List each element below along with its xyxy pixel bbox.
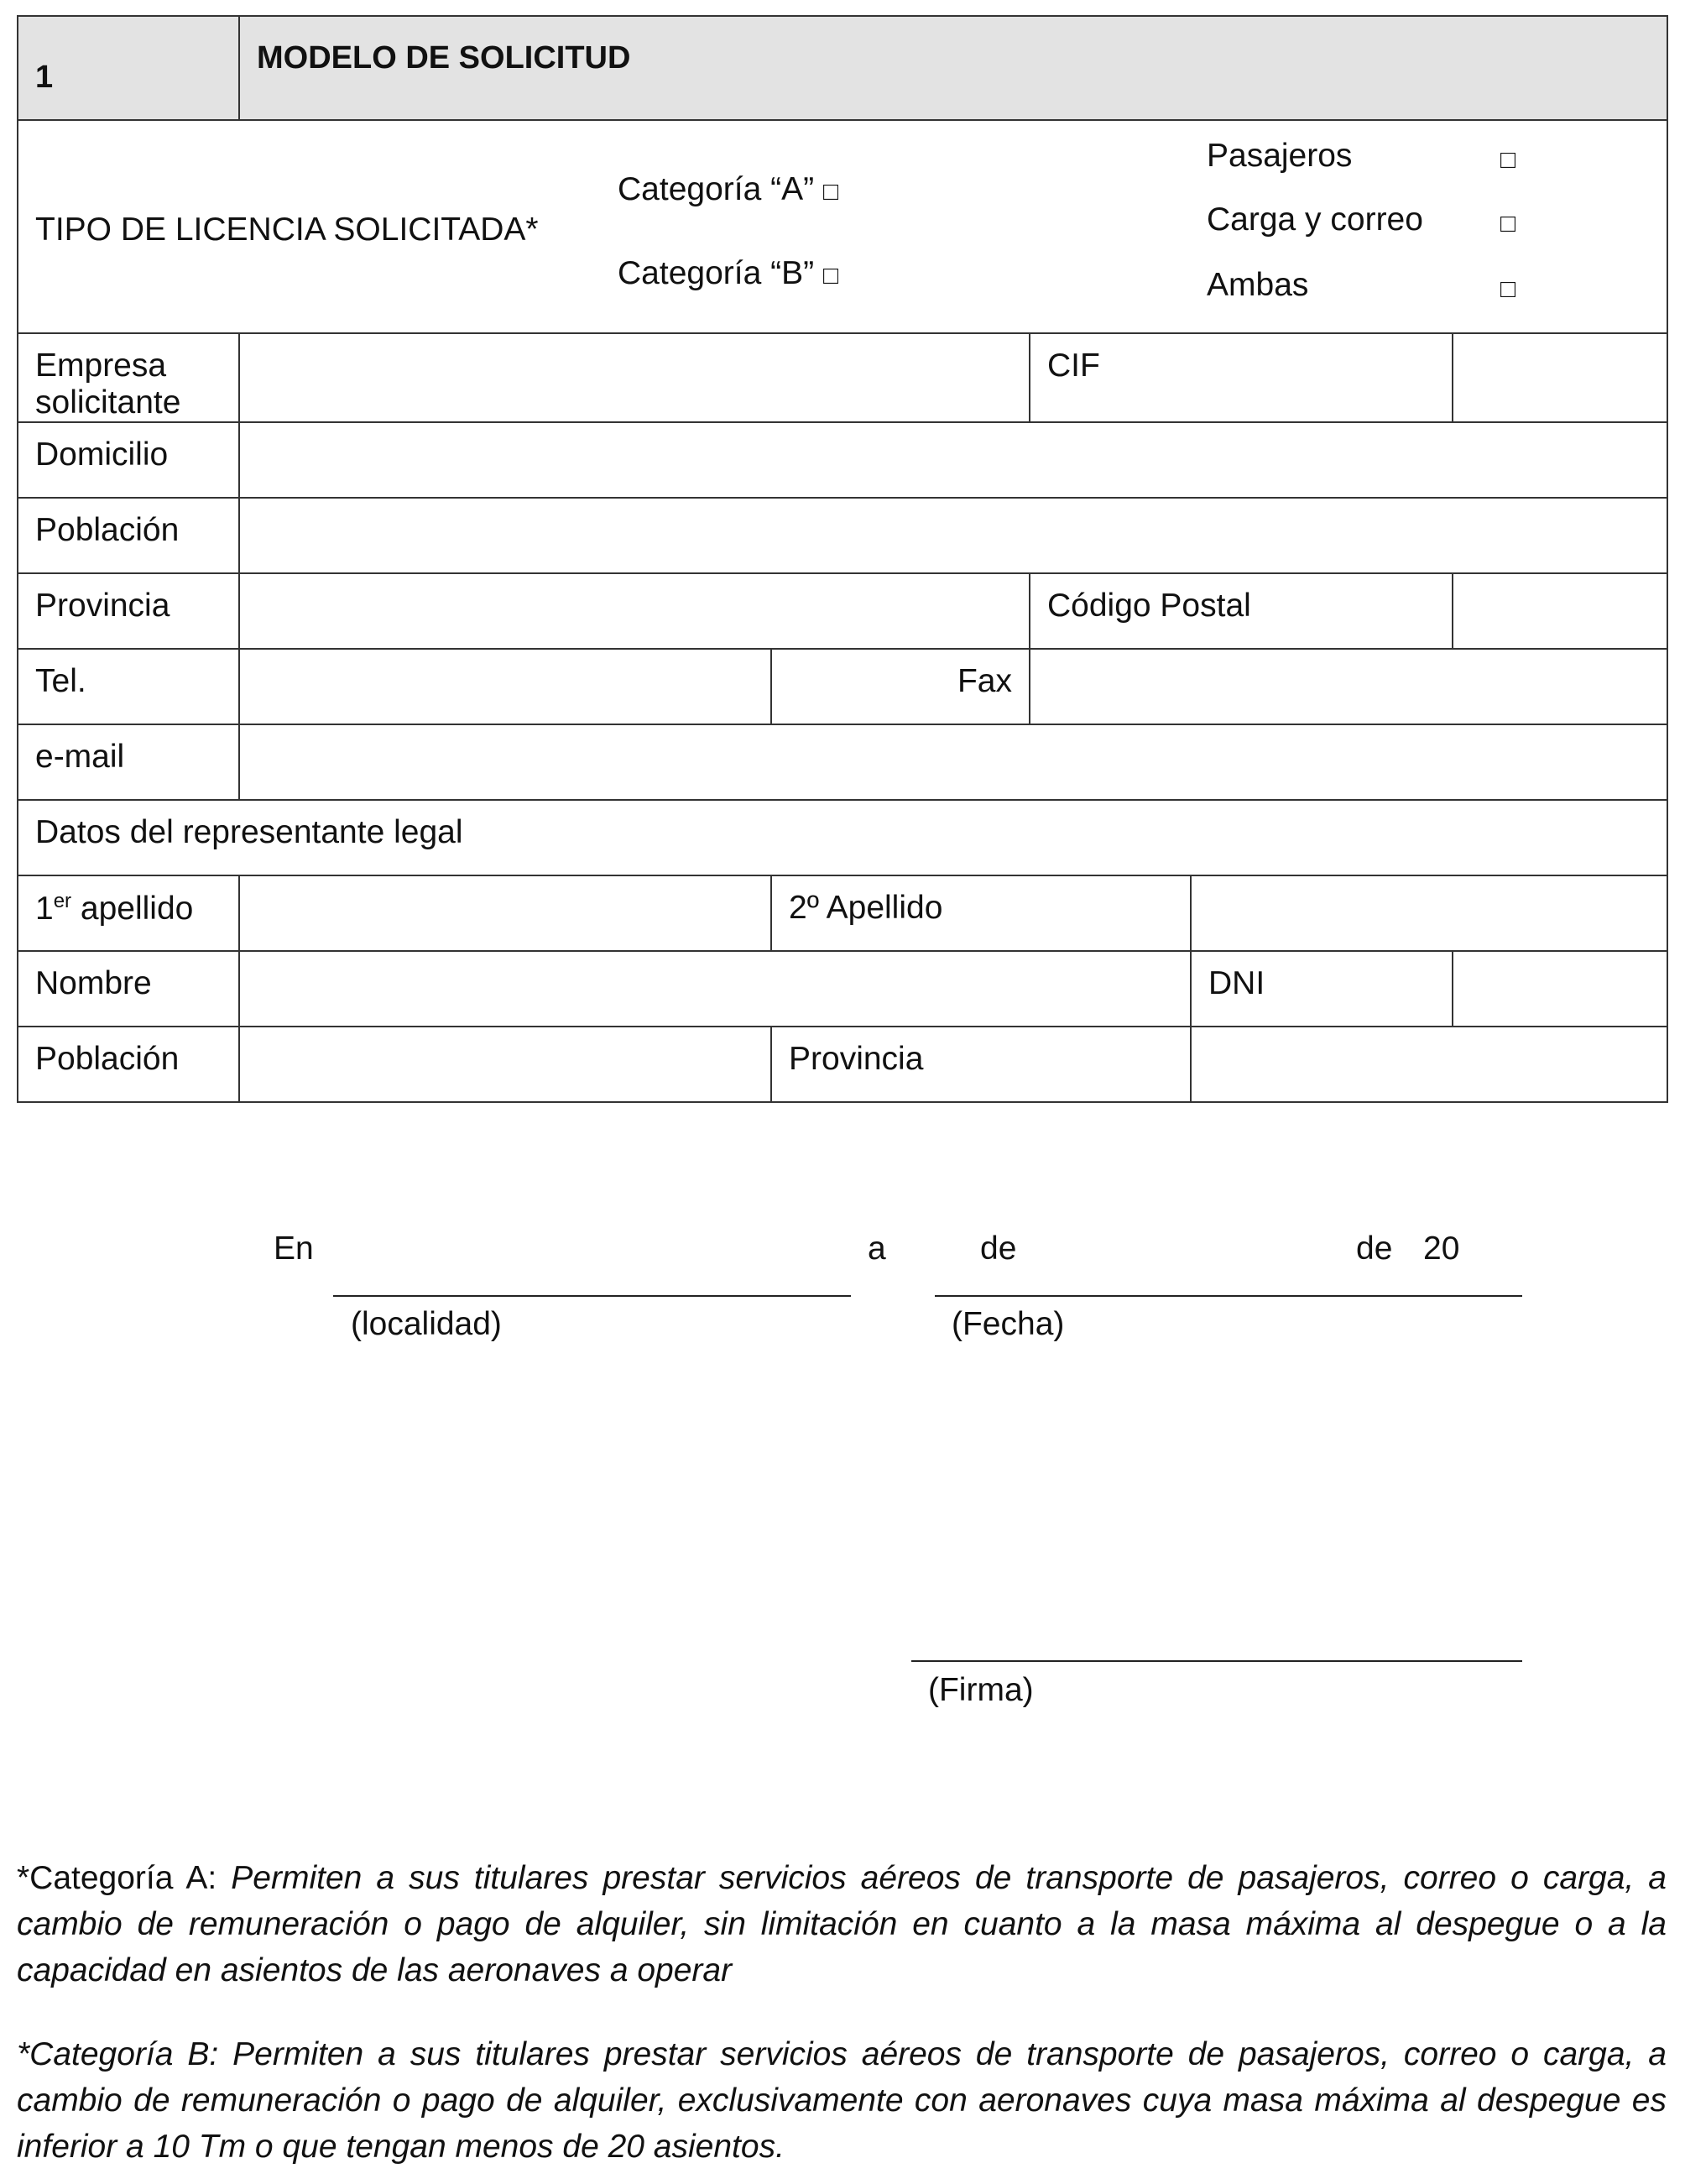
poblacion2-label: Población	[18, 1027, 239, 1102]
codigo-postal-field[interactable]	[1453, 573, 1667, 649]
fax-label: Fax	[771, 649, 1030, 724]
footnote-b-text: *Categoría B: Permiten a sus titulares prestar servicios aéreos de transporte de pasajeros, correo o carga, a cambio de remuneración o pago de alquiler, exclusivamente con aeronaves cuya masa máxima al despegue es inferior a 10 Tm o que tengan menos de 20 asientos.	[17, 2036, 1667, 2165]
footnote-category-a	[17, 1855, 1667, 1993]
firma-line[interactable]	[911, 1660, 1522, 1662]
fecha-caption: (Fecha)	[952, 1306, 1065, 1342]
empresa-field[interactable]	[239, 333, 1030, 422]
option-ambas-checkbox[interactable]: □	[1500, 275, 1516, 303]
dni-field[interactable]	[1453, 951, 1667, 1027]
domicilio-field[interactable]	[239, 422, 1667, 498]
provincia-field[interactable]	[239, 573, 1030, 649]
apellido2-field[interactable]	[1191, 875, 1667, 951]
en-label: En	[274, 1230, 314, 1267]
row-provincia	[18, 573, 1667, 649]
row-apellidos	[18, 875, 1667, 951]
option-pasajeros-label: Pasajeros	[1207, 138, 1353, 174]
firma-caption: (Firma)	[928, 1672, 1034, 1708]
de-label-1: de	[980, 1230, 1017, 1267]
fax-field[interactable]	[1030, 649, 1667, 724]
year-prefix: 20	[1423, 1230, 1460, 1267]
license-type-row	[18, 120, 1667, 333]
category-a-checkbox[interactable]: □	[822, 178, 839, 206]
option-carga-checkbox[interactable]: □	[1500, 210, 1516, 238]
footnote-a-label: *Categoría A:	[17, 1860, 217, 1896]
option-pasajeros-checkbox[interactable]: □	[1500, 146, 1516, 174]
localidad-caption: (localidad)	[351, 1306, 502, 1342]
cif-label: CIF	[1030, 333, 1453, 422]
poblacion-label: Población	[18, 498, 239, 573]
row-domicilio	[18, 422, 1667, 498]
dni-label: DNI	[1191, 951, 1453, 1027]
row-nombre	[18, 951, 1667, 1027]
footnote-a-text: Permiten a sus titulares prestar servicios aéreos de transporte de pasajeros, correo o carga, a cambio de remuneración o pago de alquiler, sin limitación en cuanto a la masa máxima al despegue o a la capacidad en asientos de las aeronaves a operar	[17, 1860, 1667, 1988]
row-poblacion	[18, 498, 1667, 573]
header-row	[18, 16, 1667, 120]
option-carga-label: Carga y correo	[1207, 201, 1423, 238]
application-form	[17, 15, 1667, 1103]
poblacion-field[interactable]	[239, 498, 1667, 573]
nombre-label: Nombre	[18, 951, 239, 1027]
provincia2-field[interactable]	[1191, 1027, 1667, 1102]
apellido1-label: 1er apellido	[18, 875, 239, 951]
domicilio-label: Domicilio	[18, 422, 239, 498]
apellido2-label: 2º Apellido	[771, 875, 1191, 951]
email-label: e-mail	[18, 724, 239, 800]
empresa-label: Empresa solicitante	[18, 333, 239, 422]
category-b-label: Categoría “B”	[618, 255, 815, 291]
option-ambas-label: Ambas	[1207, 267, 1309, 303]
section-number: 1	[18, 16, 239, 120]
codigo-postal-label: Código Postal	[1030, 573, 1453, 649]
license-type-label: TIPO DE LICENCIA SOLICITADA*	[35, 212, 539, 248]
fecha-line[interactable]	[935, 1295, 1522, 1297]
category-b-checkbox[interactable]: □	[822, 262, 839, 290]
de-label-2: de	[1356, 1230, 1393, 1267]
tel-field[interactable]	[239, 649, 771, 724]
nombre-field[interactable]	[239, 951, 1191, 1027]
cif-field[interactable]	[1453, 333, 1667, 422]
email-field[interactable]	[239, 724, 1667, 800]
poblacion2-field[interactable]	[239, 1027, 771, 1102]
category-a-label: Categoría “A”	[618, 171, 815, 207]
row-poblacion-provincia	[18, 1027, 1667, 1102]
form-title: MODELO DE SOLICITUD	[239, 16, 1667, 120]
row-empresa	[18, 333, 1667, 422]
tel-label: Tel.	[18, 649, 239, 724]
provincia-label: Provincia	[18, 573, 239, 649]
form-table	[17, 15, 1668, 1103]
row-representante	[18, 800, 1667, 875]
row-email	[18, 724, 1667, 800]
provincia2-label: Provincia	[771, 1027, 1191, 1102]
footnote-category-b	[17, 2031, 1667, 2170]
apellido1-field[interactable]	[239, 875, 771, 951]
a-label: a	[868, 1230, 886, 1267]
category-a-option[interactable]	[618, 171, 838, 208]
localidad-line[interactable]	[333, 1295, 851, 1297]
representante-heading: Datos del representante legal	[18, 800, 1667, 875]
row-tel	[18, 649, 1667, 724]
category-b-option[interactable]	[618, 255, 838, 292]
